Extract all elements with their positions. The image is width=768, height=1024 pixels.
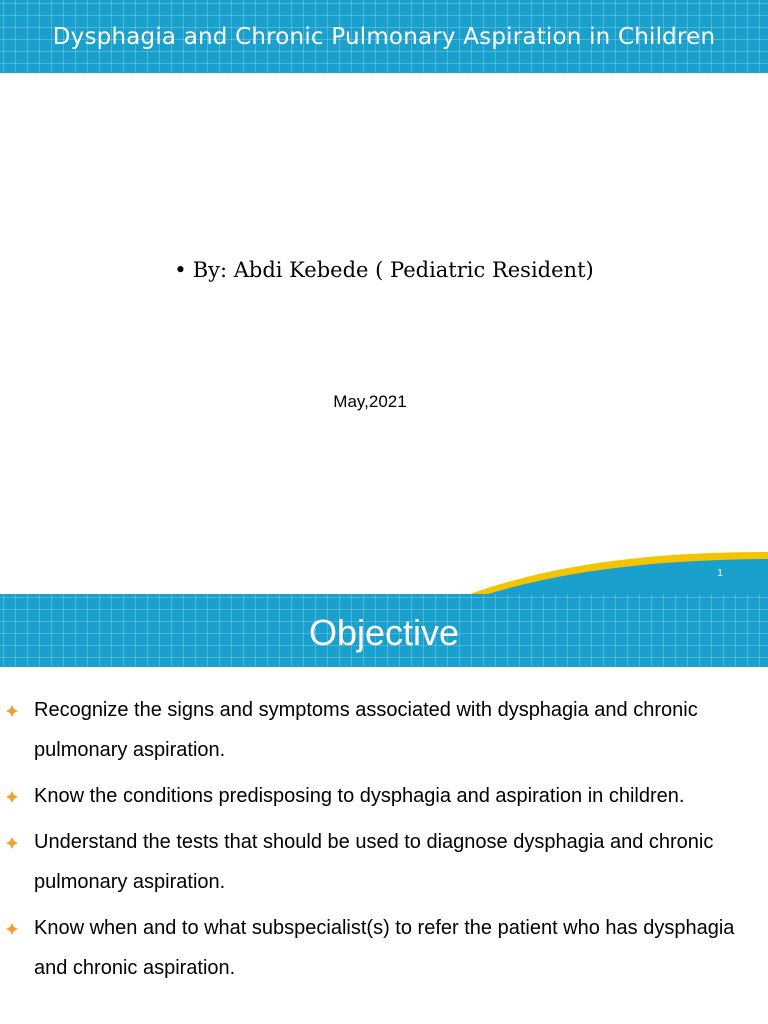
objectives-list — [0, 690, 768, 994]
slide-1-header-band — [0, 0, 768, 73]
diamond-bullet-icon — [6, 923, 18, 935]
objective-text: Understand the tests that should be used to diagnose dysphagia and chronic pulmonary aspiration. — [34, 831, 714, 893]
bullet-icon: • — [174, 258, 187, 282]
diamond-bullet-icon — [6, 705, 18, 717]
objective-text: Know when and to what subspecialist(s) to refer the patient who has dysphagia and chronic aspiration. — [34, 917, 735, 979]
page-number: 1 — [717, 568, 723, 579]
decorative-swoosh — [0, 540, 768, 594]
diamond-bullet-icon — [6, 791, 18, 803]
objective-text: Recognize the signs and symptoms associated with dysphagia and chronic pulmonary aspiration. — [34, 699, 698, 761]
slide-1-title: Dysphagia and Chronic Pulmonary Aspiration in Children — [52, 24, 716, 50]
list-item — [0, 908, 768, 988]
slide-2-header-band — [0, 594, 768, 667]
list-item — [0, 776, 768, 816]
slide-2 — [0, 594, 768, 1024]
author-text: By: Abdi Kebede ( Pediatric Resident) — [192, 258, 594, 282]
diamond-bullet-icon — [6, 837, 18, 849]
slide-2-title: Objective — [308, 612, 460, 653]
author-line — [0, 258, 768, 282]
objective-text: Know the conditions predisposing to dysphagia and aspiration in children. — [34, 785, 685, 807]
list-item — [0, 822, 768, 902]
list-item — [0, 690, 768, 770]
presentation-date: May,2021 — [333, 392, 407, 411]
